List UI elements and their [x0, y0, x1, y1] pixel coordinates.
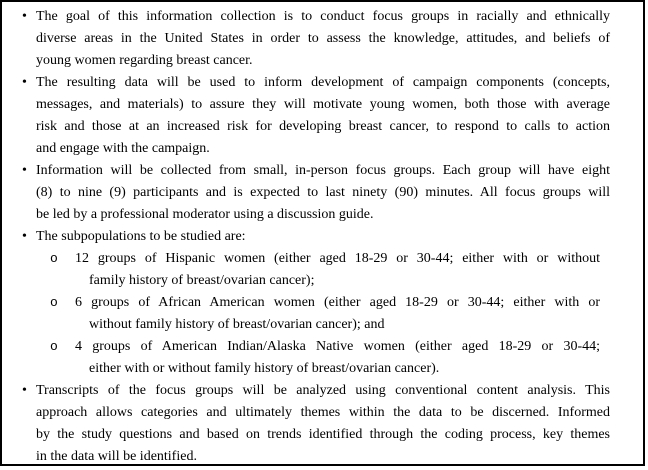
- bullet-list: [2, 6, 643, 466]
- text-line: [2, 226, 643, 248]
- line-text: without family history of breast/ovarian cancer); and: [89, 317, 385, 332]
- text-line: [2, 336, 643, 358]
- text-line: [2, 446, 643, 466]
- line-text: in the data will be identified.: [36, 449, 197, 464]
- line-text: The subpopulations to be studied are:: [36, 229, 246, 244]
- disc-bullet-marker: •: [22, 9, 27, 24]
- text-line: [2, 28, 643, 50]
- line-text: 4 groups of American Indian/Alaska Native women (either aged 18-29 or 30-44;: [75, 339, 600, 354]
- circle-sub-bullet-marker: o: [50, 339, 58, 354]
- text-line: [2, 270, 643, 292]
- line-text: by the study questions and based on trends identified through the coding process, key themes: [36, 427, 610, 442]
- line-text: The resulting data will be used to inform development of campaign components (concepts,: [36, 75, 610, 90]
- text-line: [2, 182, 643, 204]
- line-text: family history of breast/ovarian cancer);: [89, 273, 315, 288]
- text-line: [2, 160, 643, 182]
- disc-bullet-marker: •: [22, 75, 27, 90]
- line-text: be led by a professional moderator using a discussion guide.: [36, 207, 374, 222]
- circle-sub-bullet-marker: o: [50, 295, 58, 310]
- text-line: [2, 6, 643, 28]
- line-text: risk and those at an increased risk for developing breast cancer, to respond to calls to action: [36, 119, 610, 134]
- line-text: either with or without family history of breast/ovarian cancer).: [89, 361, 440, 376]
- text-line: [2, 358, 643, 380]
- disc-bullet-marker: •: [22, 383, 27, 398]
- disc-bullet-marker: •: [22, 163, 27, 178]
- line-text: 12 groups of Hispanic women (either aged 18-29 or 30-44; either with or without: [75, 251, 600, 266]
- line-text: Information will be collected from small, in-person focus groups. Each group will have eight: [36, 163, 610, 178]
- text-line: [2, 94, 643, 116]
- line-text: young women regarding breast cancer.: [36, 53, 253, 68]
- text-line: [2, 248, 643, 270]
- line-text: approach allows categories and ultimately themes within the data to be discerned. Informed: [36, 405, 610, 420]
- line-text: 6 groups of African American women (either aged 18-29 or 30-44; either with or: [75, 295, 600, 310]
- text-line: [2, 380, 643, 402]
- circle-sub-bullet-marker: o: [50, 251, 58, 266]
- text-line: [2, 292, 643, 314]
- text-line: [2, 314, 643, 336]
- text-line: [2, 138, 643, 160]
- text-line: [2, 72, 643, 94]
- text-line: [2, 424, 643, 446]
- line-text: The goal of this information collection is to conduct focus groups in racially and ethnically: [36, 9, 610, 24]
- text-line: [2, 116, 643, 138]
- disc-bullet-marker: •: [22, 229, 27, 244]
- text-line: [2, 50, 643, 72]
- line-text: messages, and materials) to assure they will motivate young women, both those with average: [36, 97, 610, 112]
- line-text: (8) to nine (9) participants and is expected to last ninety (90) minutes. All focus groups will: [36, 185, 610, 200]
- line-text: and engage with the campaign.: [36, 141, 210, 156]
- text-line: [2, 204, 643, 226]
- text-line: [2, 402, 643, 424]
- line-text: Transcripts of the focus groups will be analyzed using conventional content analysis. This: [36, 383, 610, 398]
- line-text: diverse areas in the United States in order to assess the knowledge, attitudes, and beliefs of: [36, 31, 610, 46]
